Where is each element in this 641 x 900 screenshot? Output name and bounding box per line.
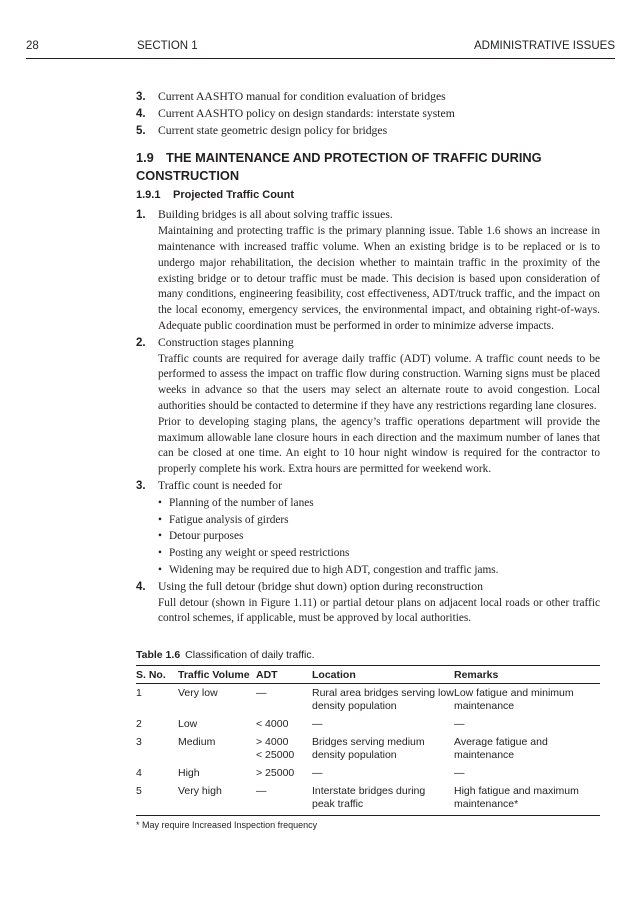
column-header: Location [312,666,454,684]
paragraph: Traffic counts are required for average daily traffic (ADT) volume. A traffic count needs to be performed to assess the impact on traffic flow during construction. Warning signs must be placed weeks in advance so that the users may select an alternate route to avoid congestion. Local authorities should be contacted to determine if they have any restrictions regarding lane closures. [158,352,600,412]
reference-item: 5. Current state geometric design policy for bridges [136,123,388,137]
bullet-list [158,495,600,579]
table-footnote: * May require Increased Inspection frequency [136,820,318,831]
table-row: 3 Medium > 4000 < 25000 Bridges serving medium density population Average fatigue and maintenance [136,736,548,762]
bullet-item: • Planning of the number of lanes [158,496,314,509]
traffic-classification-table [136,665,600,816]
bullet-item: • Detour purposes [158,530,244,543]
column-header: ADT [256,666,312,684]
list-item-title: Building bridges is all about solving traffic issues. [158,208,393,222]
bullet-item: • Widening may be required due to high ADT, congestion and traffic jams. [158,563,499,576]
header-rule [26,58,615,59]
list-item-title: Construction stages planning [158,335,294,349]
page-body [136,89,600,830]
section-heading: 1.9 THE MAINTENANCE AND PROTECTION OF TRAFFIC DURING CONSTRUCTION [136,150,542,184]
references-list [136,89,600,139]
list-item: 4. Using the full detour (bridge shut down) option during reconstruction Full detour (shown in Figure 1.11) or partial detour plans on adjacent local roads or other traffic control schemes, if applicable, must be approved by local authorities. [136,579,600,627]
list-item-title: Traffic count is needed for [158,478,282,492]
column-header: Remarks [454,666,600,684]
list-item: 2. Construction stages planning Traffic counts are required for average daily traffic (ADT) volume. A traffic count needs to be performed to assess the impact on traffic flow during construction. Warning signs must be placed weeks in advance so that the users may select an alternate route to avoid congestion. Local authorities should be contacted to determine if they have any restrictions regarding lane closures. Prior to developing staging plans, the agency’s traffic operations department will provide the maximum allowable lane closure hours in each direction and the maximum number of lanes that can be closed at one time. An eight to 10 hour night window is required for the contractor to properly complete his work. Extra hours are permitted for weekend work. [136,335,600,478]
table-row: 2 Low < 4000 — — [136,718,465,731]
reference-item: 4. Current AASHTO policy on design standards: interstate system [136,106,455,120]
section-label: SECTION 1 [137,40,198,52]
table-header-row [136,666,600,684]
table-caption: Table 1.6 Classification of daily traffic. [136,649,315,662]
table-row: 4 High > 25000 — — [136,767,465,780]
bullet-item: • Posting any weight or speed restrictions [158,547,350,560]
table-label: Table 1.6 [136,649,181,662]
table-row: 5 Very high — Interstate bridges during peak traffic High fatigue and maximum maintenance* [136,782,600,816]
column-header: Traffic Volume [178,666,256,684]
column-header: S. No. [136,666,178,684]
page-number: 28 [26,40,39,52]
page-header [26,40,615,58]
running-title: ADMINISTRATIVE ISSUES [473,40,615,52]
paragraph: Prior to developing staging plans, the agency’s traffic operations department will provide the maximum allowable lane closure hours in each direction and the maximum number of lanes that can be closed at one time. An eight to 10 hour night window is required for the contractor to properly complete his work. Extra hours are permitted for weekend work. [158,415,600,476]
paragraph: Full detour (shown in Figure 1.11) or partial detour plans on adjacent local roads or other traffic control schemes, if applicable, must be approved by local authorities. [158,596,600,625]
list-item: 1. Building bridges is all about solving traffic issues. Maintaining and protecting traffic is the primary planning issue. Table 1.6 shows an increase in maintenance with increased traffic volume. When an existing bridge is to be replaced or is to undergo major rehabilitation, the decision whether to maintain traffic in the proximity of the existing bridge or to detour traffic must be made. This decision is based upon consideration of many conditions, engineering feasibility, cost effectiveness, ADT/truck traffic, and the impact on the local economy, emergency services, the environmental impact, and obtaining right-of-ways. Adequate public coordination must be performed in order to minimize adverse impacts. [136,207,600,334]
paragraph: Maintaining and protecting traffic is the primary planning issue. Table 1.6 shows an increase in maintenance with increased traffic volume. When an existing bridge is to be replaced or is to undergo major rehabilitation, the decision whether to maintain traffic in the proximity of the existing bridge or to detour traffic must be made. This decision is based upon consideration of many conditions, engineering feasibility, cost effectiveness, ADT/truck traffic, and the impact on the local economy, emergency services, the environmental impact, and obtaining right-of-ways. Adequate public coordination must be performed in order to minimize adverse impacts. [158,225,600,332]
list-item: 3. Traffic count is needed for • Planning of the number of lanes • Fatigue analysis of girders • Detour purposes • Posting any weight or speed restrictions • Widening may be required due to high ADT, congestion and traffic jams. [136,478,600,579]
bullet-item: • Fatigue analysis of girders [158,513,289,526]
table-row: 1 Very low — Rural area bridges serving low density population Low fatigue and minimum maintenance [136,687,574,713]
list-item-title: Using the full detour (bridge shut down) option during reconstruction [158,579,483,593]
reference-item: 3. Current AASHTO manual for condition evaluation of bridges [136,90,446,103]
subsection-heading: 1.9.1 Projected Traffic Count [136,189,295,202]
